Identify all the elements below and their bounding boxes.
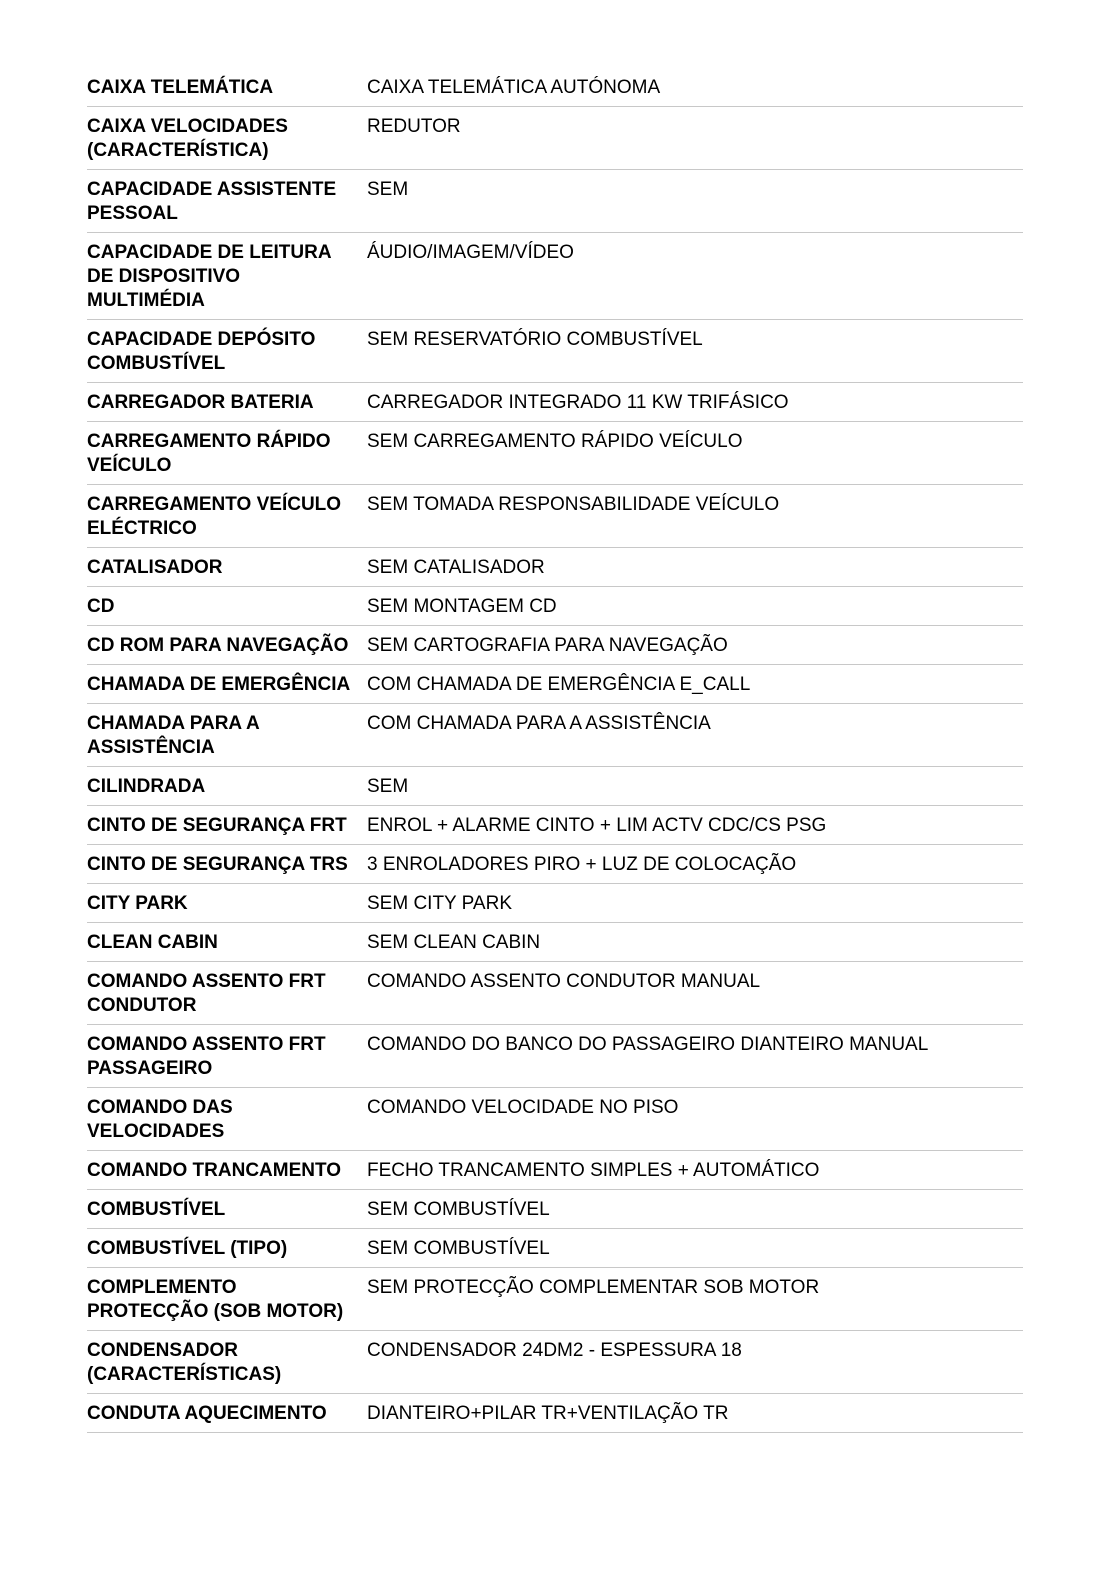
spec-row <box>87 383 1023 422</box>
spec-label: CINTO DE SEGURANÇA FRT <box>87 815 347 836</box>
spec-row <box>87 422 1023 485</box>
spec-row <box>87 884 1023 923</box>
spec-row <box>87 704 1023 767</box>
spec-value: SEM PROTECÇÃO COMPLEMENTAR SOB MOTOR <box>367 1277 820 1298</box>
spec-value: SEM COMBUSTÍVEL <box>367 1238 550 1259</box>
spec-row <box>87 845 1023 884</box>
spec-value: SEM <box>367 776 409 797</box>
spec-label: COMANDO ASSENTO FRT CONDUTOR <box>87 971 326 1016</box>
spec-label: CONDUTA AQUECIMENTO <box>87 1403 327 1424</box>
spec-value: COMANDO DO BANCO DO PASSAGEIRO DIANTEIRO MANUAL <box>367 1034 929 1055</box>
spec-row <box>87 1394 1023 1433</box>
spec-label: CHAMADA DE EMERGÊNCIA <box>87 674 351 695</box>
spec-label: CATALISADOR <box>87 557 223 578</box>
spec-value: ENROL + ALARME CINTO + LIM ACTV CDC/CS PSG <box>367 815 827 836</box>
spec-label: COMANDO DAS VELOCIDADES <box>87 1097 233 1142</box>
spec-label: CITY PARK <box>87 893 188 914</box>
spec-label: CAIXA TELEMÁTICA <box>87 77 274 98</box>
spec-label: CILINDRADA <box>87 776 206 797</box>
spec-value: SEM TOMADA RESPONSABILIDADE VEÍCULO <box>367 494 780 515</box>
spec-row <box>87 1088 1023 1151</box>
spec-label: CARREGADOR BATERIA <box>87 392 314 413</box>
spec-row <box>87 485 1023 548</box>
spec-value: SEM <box>367 179 409 200</box>
spec-label: COMBUSTÍVEL <box>87 1199 226 1220</box>
spec-row <box>87 548 1023 587</box>
spec-value: CARREGADOR INTEGRADO 11 KW TRIFÁSICO <box>367 392 789 413</box>
spec-row <box>87 320 1023 383</box>
spec-label: CLEAN CABIN <box>87 932 218 953</box>
spec-value: CONDENSADOR 24DM2 - ESPESSURA 18 <box>367 1340 742 1361</box>
spec-value: SEM CARTOGRAFIA PARA NAVEGAÇÃO <box>367 635 728 656</box>
spec-label: COMPLEMENTO PROTECÇÃO (SOB MOTOR) <box>87 1277 344 1322</box>
spec-value: SEM MONTAGEM CD <box>367 596 557 617</box>
spec-value: 3 ENROLADORES PIRO + LUZ DE COLOCAÇÃO <box>367 854 797 875</box>
spec-row <box>87 962 1023 1025</box>
spec-value: FECHO TRANCAMENTO SIMPLES + AUTOMÁTICO <box>367 1160 820 1181</box>
spec-label: CAIXA VELOCIDADES (CARACTERÍSTICA) <box>87 116 288 161</box>
spec-row <box>87 1331 1023 1394</box>
spec-label: CD <box>87 596 115 617</box>
spec-row <box>87 1025 1023 1088</box>
spec-value: SEM COMBUSTÍVEL <box>367 1199 550 1220</box>
spec-row <box>87 1190 1023 1229</box>
spec-label: CD ROM PARA NAVEGAÇÃO <box>87 635 349 656</box>
spec-row <box>87 626 1023 665</box>
spec-value: SEM CITY PARK <box>367 893 512 914</box>
spec-value: SEM RESERVATÓRIO COMBUSTÍVEL <box>367 329 703 350</box>
spec-value: ÁUDIO/IMAGEM/VÍDEO <box>367 242 574 263</box>
spec-row <box>87 170 1023 233</box>
spec-value: COM CHAMADA PARA A ASSISTÊNCIA <box>367 713 711 734</box>
spec-value: DIANTEIRO+PILAR TR+VENTILAÇÃO TR <box>367 1403 729 1424</box>
spec-label: COMBUSTÍVEL (TIPO) <box>87 1238 288 1259</box>
spec-label: CARREGAMENTO VEÍCULO ELÉCTRICO <box>87 494 342 539</box>
spec-row <box>87 233 1023 320</box>
spec-value: CAIXA TELEMÁTICA AUTÓNOMA <box>367 77 661 98</box>
spec-row <box>87 1151 1023 1190</box>
spec-row <box>87 1268 1023 1331</box>
spec-table <box>87 68 1023 1433</box>
spec-row <box>87 665 1023 704</box>
spec-row <box>87 107 1023 170</box>
spec-row <box>87 767 1023 806</box>
spec-value: COMANDO ASSENTO CONDUTOR MANUAL <box>367 971 761 992</box>
spec-row <box>87 923 1023 962</box>
spec-value: SEM CLEAN CABIN <box>367 932 541 953</box>
spec-label: COMANDO TRANCAMENTO <box>87 1160 342 1181</box>
spec-label: CARREGAMENTO RÁPIDO VEÍCULO <box>87 431 331 476</box>
spec-label: CINTO DE SEGURANÇA TRS <box>87 854 348 875</box>
spec-row <box>87 587 1023 626</box>
spec-row <box>87 806 1023 845</box>
spec-label: CAPACIDADE ASSISTENTE PESSOAL <box>87 179 337 224</box>
spec-value: REDUTOR <box>367 116 461 137</box>
spec-value: COM CHAMADA DE EMERGÊNCIA E_CALL <box>367 674 751 695</box>
spec-value: SEM CARREGAMENTO RÁPIDO VEÍCULO <box>367 431 743 452</box>
spec-value: COMANDO VELOCIDADE NO PISO <box>367 1097 679 1118</box>
spec-label: CONDENSADOR (CARACTERÍSTICAS) <box>87 1340 282 1385</box>
spec-label: CHAMADA PARA A ASSISTÊNCIA <box>87 713 260 758</box>
spec-value: SEM CATALISADOR <box>367 557 545 578</box>
spec-label: CAPACIDADE DE LEITURA DE DISPOSITIVO MULTIMÉDIA <box>87 242 332 311</box>
spec-label: CAPACIDADE DEPÓSITO COMBUSTÍVEL <box>87 329 316 374</box>
spec-row <box>87 68 1023 107</box>
spec-row <box>87 1229 1023 1268</box>
spec-label: COMANDO ASSENTO FRT PASSAGEIRO <box>87 1034 326 1079</box>
